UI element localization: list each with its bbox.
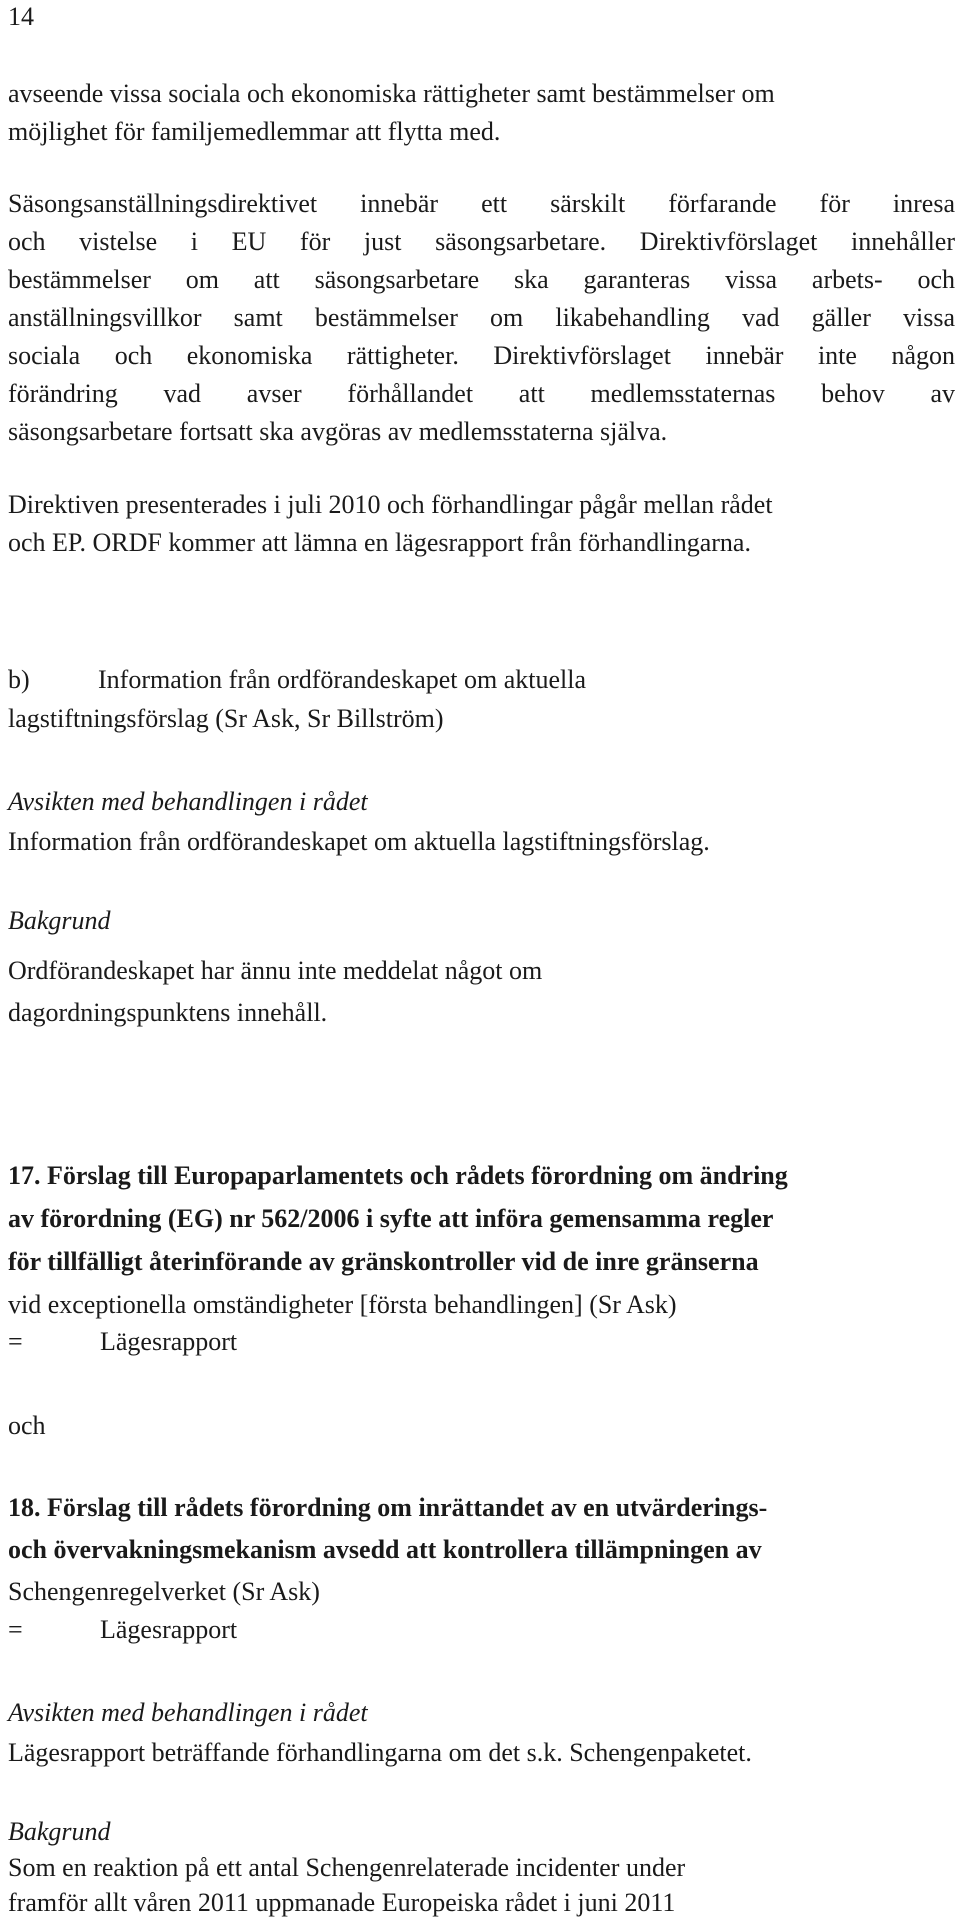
paragraph-line: Direktiven presenterades i juli 2010 och förhandlingar pågår mellan rådet: [8, 490, 773, 519]
item-17-title-line: 17. Förslag till Europaparlamentets och rådets förordning om ändring: [8, 1161, 788, 1190]
paragraph-line: säsongsarbetare fortsatt ska avgöras av medlemsstaterna själva.: [8, 417, 668, 446]
item-18-background-line: framför allt våren 2011 uppmanade Europeiska rådet i juni 2011: [8, 1888, 676, 1917]
item-18-title-line: och övervakningsmekanism avsedd att kontrollera tillämpningen av: [8, 1535, 762, 1564]
item-18-purpose-text: Lägesrapport beträffande förhandlingarna om det s.k. Schengenpaketet.: [8, 1738, 752, 1767]
item-b-background-line: Ordförandeskapet har ännu inte meddelat något om: [8, 956, 543, 985]
paragraph-line: anställningsvillkor samt bestämmelser om likabehandling vad gäller vissa: [8, 303, 955, 332]
item-b-title-line1: Information från ordförandeskapet om aktuella: [98, 665, 587, 694]
page-number: 14: [8, 2, 34, 31]
item-17-status: [8, 1326, 237, 1358]
item-17-title-line: vid exceptionella omständigheter [första behandlingen] (Sr Ask): [8, 1290, 677, 1319]
paragraph-line: avseende vissa sociala och ekonomiska rättigheter samt bestämmelser om: [8, 79, 775, 108]
item-b-background-line: dagordningspunktens innehåll.: [8, 998, 328, 1027]
och-connector: och: [8, 1411, 46, 1440]
item-b-title-line2: lagstiftningsförslag (Sr Ask, Sr Billström): [8, 704, 444, 733]
paragraph-line: bestämmelser om att säsongsarbetare ska garanteras vissa arbets- och: [8, 265, 955, 294]
item-18-status-text: Lägesrapport: [100, 1615, 238, 1644]
item-18-eq: =: [8, 1615, 23, 1644]
paragraph-line: möjlighet för familjemedlemmar att flytta med.: [8, 117, 501, 146]
item-17-eq: =: [8, 1327, 23, 1356]
item-b-title: [8, 664, 586, 696]
item-b-purpose-text: Information från ordförandeskapet om aktuella lagstiftningsförslag.: [8, 827, 710, 856]
paragraph-line: sociala och ekonomiska rättigheter. Direktivförslaget innebär inte någon: [8, 341, 955, 370]
paragraph-line: och EP. ORDF kommer att lämna en lägesrapport från förhandlingarna.: [8, 528, 751, 557]
item-b-background-heading: Bakgrund: [8, 906, 111, 935]
item-b-label: b): [8, 665, 30, 694]
item-18-status: [8, 1614, 237, 1646]
paragraph-line: Säsongsanställningsdirektivet innebär ett särskilt förfarande för inresa: [8, 189, 955, 218]
paragraph-line: och vistelse i EU för just säsongsarbetare. Direktivförslaget innehåller: [8, 227, 955, 256]
item-18-background-heading: Bakgrund: [8, 1817, 111, 1846]
item-18-purpose-heading: Avsikten med behandlingen i rådet: [8, 1698, 368, 1727]
item-17-status-text: Lägesrapport: [100, 1327, 238, 1356]
item-17-title-line: för tillfälligt återinförande av gränskontroller vid de inre gränserna: [8, 1247, 759, 1276]
item-18-title-line: Schengenregelverket (Sr Ask): [8, 1577, 320, 1606]
item-17-title-line: av förordning (EG) nr 562/2006 i syfte att införa gemensamma regler: [8, 1204, 774, 1233]
item-18-background-line: Som en reaktion på ett antal Schengenrelaterade incidenter under: [8, 1853, 686, 1882]
item-18-title-line: 18. Förslag till rådets förordning om inrättandet av en utvärderings-: [8, 1493, 768, 1522]
item-b-purpose-heading: Avsikten med behandlingen i rådet: [8, 787, 368, 816]
paragraph-line: förändring vad avser förhållandet att medlemsstaternas behov av: [8, 379, 955, 408]
